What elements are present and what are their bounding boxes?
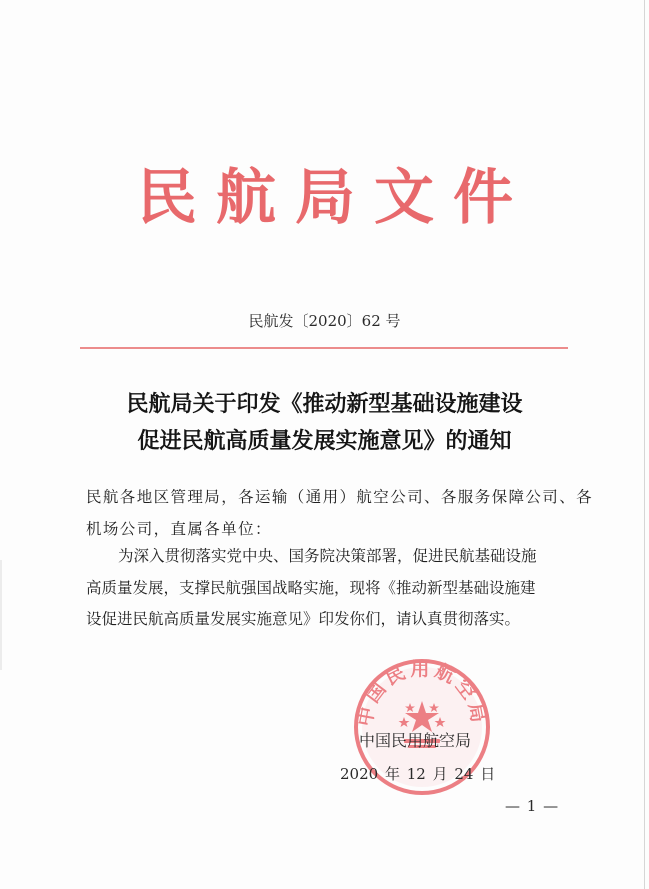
issuing-authority: 中国民用航空局 (359, 731, 472, 750)
scan-edge-left (0, 560, 2, 670)
page-number: — 1 — (505, 797, 559, 815)
red-divider-rule (80, 347, 568, 349)
document-number: 民航发〔2020〕62 号 (248, 312, 401, 330)
body-paragraph (86, 545, 537, 640)
seal-arc-text: 中国民用航空局 (354, 658, 490, 729)
notice-title-line-2: 促进民航高质量发展实施意见》的通知 (137, 428, 512, 454)
notice-title-line-1: 民航局关于印发《推动新型基础设施建设 (126, 391, 523, 417)
paragraph-line-3: 设促进民航高质量发展实施意见》印发你们，请认真贯彻落实。 (86, 610, 521, 628)
paragraph-line-2: 高质量发展，支撑民航强国战略实施，现将《推动新型基础设施建 (86, 578, 536, 597)
issue-date: 2020 年 12 月 24 日 (340, 765, 496, 783)
scan-edge-right (644, 0, 645, 889)
recipients-block (86, 486, 593, 549)
recipients-line-1: 民航各地区管理局，各运输（通用）航空公司、各服务保障公司、各 (86, 488, 594, 506)
paragraph-line-1: 为深入贯彻落实党中央、国务院决策部署，促进民航基础设施 (118, 547, 537, 565)
recipients-line-2: 机场公司，直属各单位： (86, 519, 272, 538)
document-header-title: 民航局文件 (137, 163, 532, 233)
